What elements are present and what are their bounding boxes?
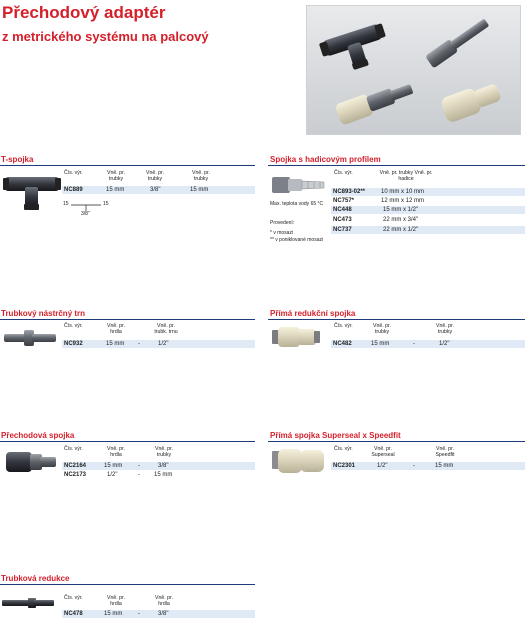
cell-part-number: NC2164	[64, 463, 87, 469]
cell-value: 15 mm	[106, 187, 125, 193]
section-rule	[0, 441, 255, 442]
table-row	[331, 206, 525, 214]
table-header: Čís. výr.	[64, 595, 83, 601]
cell-value: 1/2"	[158, 341, 169, 347]
t-spojka-image	[3, 171, 61, 218]
superseal-coupling-icon	[272, 447, 326, 475]
table-row	[331, 226, 525, 234]
section-rule	[0, 584, 255, 585]
cell-value: 1/2"	[377, 463, 388, 469]
section-rule	[268, 165, 525, 166]
table-header: Čís. výr.	[334, 170, 353, 176]
section-title-hadicovy: Spojka s hadicovým profilem	[270, 155, 381, 164]
cell-part-number: NC2173	[64, 472, 87, 478]
redukce-image	[2, 596, 56, 615]
prechodova-image	[6, 449, 56, 480]
cell-value: 3/8"	[158, 611, 169, 617]
table-header: Čís. výr.	[64, 323, 83, 329]
pipe-reducer-icon	[2, 596, 56, 610]
cell-value: 15 mm	[190, 187, 209, 193]
table-header: Vně. pr. trubky	[192, 170, 210, 182]
table-header: Vně. pr. trubky	[146, 170, 164, 182]
cell-part-number: NC473	[333, 217, 352, 223]
hadicovy-image	[272, 174, 328, 201]
cell-part-number: NC889	[64, 187, 83, 193]
page-subtitle: z metrického systému na palcový	[2, 29, 209, 44]
section-title-nastrcny: Trubkový nástrčný trn	[1, 309, 86, 318]
table-row	[331, 216, 525, 224]
cell-value: 15 mm	[104, 463, 123, 469]
product-photo	[306, 5, 521, 135]
page-title: Přechodový adaptér	[2, 3, 166, 22]
table-row	[62, 471, 255, 479]
table-row	[62, 186, 255, 194]
reducer-icon	[272, 325, 320, 349]
provedeni-note: Provedení:	[270, 220, 295, 226]
table-header: Vně. pr. trubky Vně. pr. hadice	[379, 170, 433, 182]
table-header: Vně. pr. hrdla	[155, 595, 173, 607]
table-row	[331, 340, 525, 348]
pipe-stem-icon	[4, 328, 58, 348]
superseal-image	[272, 447, 326, 480]
table-row	[62, 462, 255, 470]
nastrcny-image	[4, 328, 58, 353]
table-row	[331, 197, 525, 205]
diagram-label: 15	[63, 201, 69, 207]
section-rule	[0, 165, 255, 166]
section-title-superseal: Přímá spojka Superseal x Speedfit	[270, 431, 401, 440]
cell-separator: -	[138, 472, 140, 478]
cell-value: 10 mm x 10 mm	[381, 189, 425, 195]
diagram-label: 15	[103, 201, 109, 207]
cell-separator: -	[138, 341, 140, 347]
cell-value: 15 mm	[371, 341, 390, 347]
table-header: Vně. pr. Superseal	[371, 446, 395, 458]
table-header: Vně. pr. Speedfit	[435, 446, 455, 458]
cell-value: 1/2"	[107, 472, 118, 478]
cell-value: 15 mm x 1/2"	[383, 207, 419, 213]
table-row	[331, 188, 525, 196]
cell-value: 15 mm	[154, 472, 173, 478]
section-rule	[0, 319, 255, 320]
cell-value: 3/8"	[158, 463, 169, 469]
cell-part-number: NC448	[333, 207, 352, 213]
cell-part-number: NC737	[333, 227, 352, 233]
table-header: Čís. výr.	[64, 446, 83, 452]
cell-separator: -	[413, 341, 415, 347]
cell-part-number: NC932	[64, 341, 83, 347]
cell-value: 1/2"	[439, 341, 450, 347]
table-row	[62, 340, 255, 348]
table-header: Vně. pr. trubky	[107, 170, 125, 182]
table-header: Vně. pr. hrdla	[107, 446, 125, 458]
cell-value: 22 mm x 3/4"	[383, 217, 419, 223]
cell-part-number: NC893-02**	[333, 189, 366, 195]
cell-separator: -	[138, 463, 140, 469]
table-header: Čís. výr.	[334, 323, 353, 329]
table-header: Čís. výr.	[334, 446, 353, 452]
cell-value: 22 mm x 1/2"	[383, 227, 419, 233]
table-header: Vně. pr. hrdla	[107, 323, 125, 335]
section-title-t-spojka: T-spojka	[1, 155, 34, 164]
t-dimension-diagram	[63, 199, 113, 219]
table-row	[331, 462, 525, 470]
cell-separator: -	[138, 611, 140, 617]
cell-part-number: NC478	[64, 611, 83, 617]
cell-part-number: NC2301	[333, 463, 356, 469]
section-title-prechodova: Přechodová spojka	[1, 431, 75, 440]
cell-separator: -	[413, 463, 415, 469]
section-title-primaredukcni: Přímá redukční spojka	[270, 309, 356, 318]
footnote-brass: * v mosazi	[270, 230, 294, 236]
section-rule	[268, 319, 525, 320]
cell-value: 3/8"	[150, 187, 161, 193]
section-rule	[268, 441, 525, 442]
cell-part-number: NC757*	[333, 198, 355, 204]
table-row	[62, 610, 255, 618]
section-title-redukce: Trubková redukce	[1, 574, 70, 583]
table-header: Vně. pr. trubky	[155, 446, 173, 458]
cell-value: 12 mm x 12 mm	[381, 198, 425, 204]
table-header: Vně. pr. hrdla	[107, 595, 125, 607]
table-header: Vně. pr. trubk. trnu	[154, 323, 178, 335]
table-header: Čís. výr.	[64, 170, 83, 176]
cell-value: 15 mm	[435, 463, 454, 469]
cell-part-number: NC482	[333, 341, 352, 347]
max-temp-note: Max. teplota vody 65 °C	[270, 201, 324, 207]
hose-fitting-icon	[272, 174, 328, 196]
footnote-nickel: ** v poniklované mosazi	[270, 237, 324, 243]
primaredukcni-image	[272, 325, 320, 354]
adapter-icon	[6, 449, 56, 475]
table-header: Vně. pr. trubky	[373, 323, 391, 335]
cell-value: 15 mm	[104, 611, 123, 617]
table-header: Vně. pr. trubky	[436, 323, 454, 335]
t-fitting-icon	[3, 171, 61, 213]
cell-value: 15 mm	[106, 341, 125, 347]
product-photo-fittings	[307, 6, 520, 134]
diagram-label: 3/8"	[81, 211, 90, 217]
